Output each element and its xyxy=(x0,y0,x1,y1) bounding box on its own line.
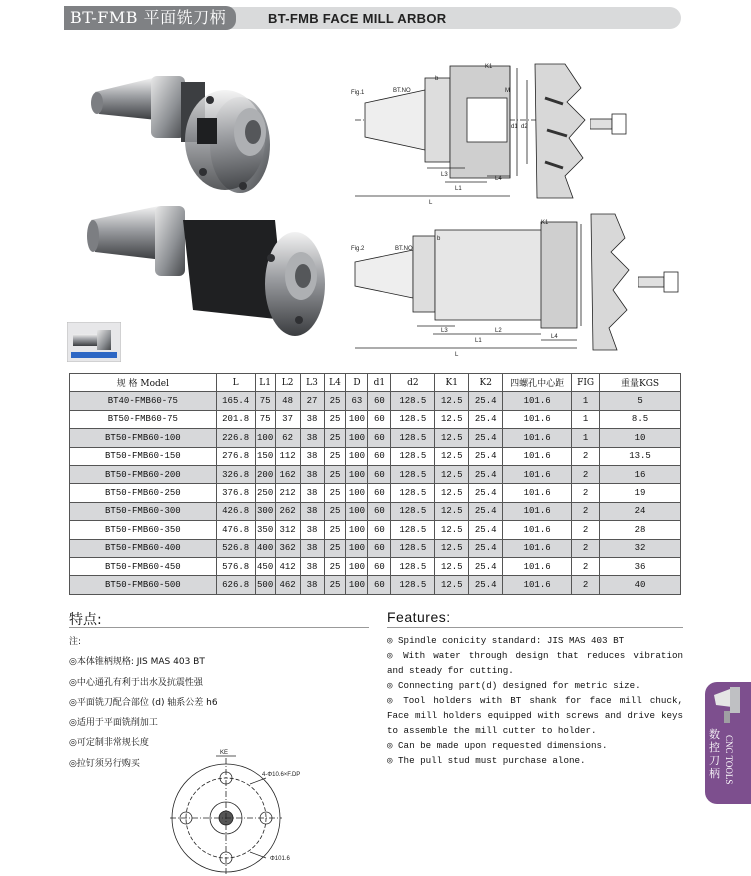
value-cell: 1 xyxy=(572,392,600,410)
value-cell: 2 xyxy=(572,465,600,483)
tool-holder-icon xyxy=(710,685,748,725)
value-cell: 326.8 xyxy=(216,465,255,483)
value-cell: 128.5 xyxy=(391,429,435,447)
value-cell: 60 xyxy=(368,557,391,575)
value-cell: 25 xyxy=(324,557,346,575)
list-item: ◎ Can be made upon requested dimensions. xyxy=(387,740,608,751)
value-cell: 201.8 xyxy=(216,410,255,428)
value-cell: 38 xyxy=(300,447,324,465)
model-cell: BT50-FMB60-75 xyxy=(70,410,217,428)
value-cell: 25.4 xyxy=(469,521,503,539)
value-cell: 165.4 xyxy=(216,392,255,410)
value-cell: 16 xyxy=(600,465,681,483)
value-cell: 37 xyxy=(275,410,300,428)
value-cell: 75 xyxy=(255,392,275,410)
table-row xyxy=(70,410,681,428)
col-header: L3 xyxy=(300,374,324,392)
value-cell: 12.5 xyxy=(435,410,469,428)
value-cell: 60 xyxy=(368,539,391,557)
value-cell: 101.6 xyxy=(503,557,572,575)
table-row xyxy=(70,465,681,483)
value-cell: 12.5 xyxy=(435,392,469,410)
value-cell: 101.6 xyxy=(503,392,572,410)
table-row xyxy=(70,502,681,520)
value-cell: 25 xyxy=(324,447,346,465)
value-cell: 101.6 xyxy=(503,465,572,483)
value-cell: 12.5 xyxy=(435,576,469,594)
fig2-dim-k1-label: K1 xyxy=(541,220,549,226)
model-cell: BT50-FMB60-350 xyxy=(70,521,217,539)
value-cell: 101.6 xyxy=(503,576,572,594)
table-row xyxy=(70,484,681,502)
value-cell: 38 xyxy=(300,539,324,557)
value-cell: 526.8 xyxy=(216,539,255,557)
header-title-en: BT-FMB FACE MILL ARBOR xyxy=(268,11,447,26)
value-cell: 112 xyxy=(275,447,300,465)
value-cell: 100 xyxy=(346,576,368,594)
list-item: ◎平面铣刀配合部位 (d) 轴系公差 h6 xyxy=(69,697,218,708)
list-item: ◎ With water through design that reduces vibration and steady for cutting. xyxy=(387,650,683,676)
value-cell: 25 xyxy=(324,392,346,410)
features-en-title: Features: xyxy=(387,609,451,625)
model-cell: BT50-FMB60-100 xyxy=(70,429,217,447)
value-cell: 38 xyxy=(300,502,324,520)
dim-l3-label: L3 xyxy=(441,172,448,178)
value-cell: 100 xyxy=(346,557,368,575)
table-row xyxy=(70,521,681,539)
value-cell: 13.5 xyxy=(600,447,681,465)
value-cell: 12.5 xyxy=(435,557,469,575)
value-cell: 25 xyxy=(324,484,346,502)
value-cell: 476.8 xyxy=(216,521,255,539)
value-cell: 12.5 xyxy=(435,539,469,557)
product-photo-fig2 xyxy=(85,202,325,340)
value-cell: 75 xyxy=(255,410,275,428)
value-cell: 626.8 xyxy=(216,576,255,594)
value-cell: 25 xyxy=(324,502,346,520)
list-item: ◎中心通孔有利于出水及抗震性强 xyxy=(69,677,203,688)
value-cell: 48 xyxy=(275,392,300,410)
value-cell: 101.6 xyxy=(503,447,572,465)
col-header: K2 xyxy=(469,374,503,392)
col-header: FIG xyxy=(572,374,600,392)
value-cell: 25.4 xyxy=(469,429,503,447)
model-cell: BT40-FMB60-75 xyxy=(70,392,217,410)
value-cell: 60 xyxy=(368,502,391,520)
value-cell: 100 xyxy=(346,410,368,428)
divider-cn xyxy=(69,627,369,628)
divider-en xyxy=(387,627,683,628)
value-cell: 12.5 xyxy=(435,502,469,520)
value-cell: 212 xyxy=(275,484,300,502)
value-cell: 19 xyxy=(600,484,681,502)
value-cell: 100 xyxy=(346,429,368,447)
value-cell: 226.8 xyxy=(216,429,255,447)
value-cell: 38 xyxy=(300,576,324,594)
value-cell: 1 xyxy=(572,429,600,447)
value-cell: 38 xyxy=(300,484,324,502)
value-cell: 412 xyxy=(275,557,300,575)
flange-pcd-label: Φ101.6 xyxy=(270,856,290,862)
value-cell: 2 xyxy=(572,521,600,539)
list-item: ◎ Tool holders with BT shank for face mill chuck, Face mill holders equipped with screws and drive keys to assemble the mill cutter to holder. xyxy=(387,695,683,736)
value-cell: 2 xyxy=(572,539,600,557)
value-cell: 362 xyxy=(275,539,300,557)
flange-ke-label: KE xyxy=(220,750,229,756)
fig1-btno-label: BT.NO xyxy=(393,88,411,94)
value-cell: 128.5 xyxy=(391,576,435,594)
value-cell: 2 xyxy=(572,502,600,520)
value-cell: 200 xyxy=(255,465,275,483)
value-cell: 101.6 xyxy=(503,484,572,502)
value-cell: 25.4 xyxy=(469,557,503,575)
list-item: ◎ The pull stud must purchase alone. xyxy=(387,755,586,766)
value-cell: 576.8 xyxy=(216,557,255,575)
value-cell: 8.5 xyxy=(600,410,681,428)
value-cell: 101.6 xyxy=(503,521,572,539)
value-cell: 101.6 xyxy=(503,539,572,557)
table-row xyxy=(70,392,681,410)
side-tab-label-cn: 数控刀柄 xyxy=(709,728,720,780)
value-cell: 1 xyxy=(572,410,600,428)
value-cell: 250 xyxy=(255,484,275,502)
dim-k1-label: K1 xyxy=(485,64,493,70)
features-cn-note: 注: xyxy=(69,637,82,647)
col-header: L1 xyxy=(255,374,275,392)
value-cell: 262 xyxy=(275,502,300,520)
col-header: L4 xyxy=(324,374,346,392)
value-cell: 25.4 xyxy=(469,539,503,557)
value-cell: 25.4 xyxy=(469,484,503,502)
dim-d2-label: d2 xyxy=(521,124,528,130)
value-cell: 38 xyxy=(300,521,324,539)
value-cell: 400 xyxy=(255,539,275,557)
value-cell: 32 xyxy=(600,539,681,557)
value-cell: 60 xyxy=(368,576,391,594)
value-cell: 100 xyxy=(346,465,368,483)
side-tab-label-en: CNC TOOLS xyxy=(724,735,734,785)
value-cell: 60 xyxy=(368,484,391,502)
value-cell: 12.5 xyxy=(435,429,469,447)
value-cell: 462 xyxy=(275,576,300,594)
model-cell: BT50-FMB60-400 xyxy=(70,539,217,557)
col-header: L2 xyxy=(275,374,300,392)
fig2-dim-l2-label: L2 xyxy=(495,328,502,334)
value-cell: 36 xyxy=(600,557,681,575)
screw-icon-fig2 xyxy=(638,270,684,294)
value-cell: 100 xyxy=(346,521,368,539)
value-cell: 128.5 xyxy=(391,484,435,502)
dim-m-label: M xyxy=(505,88,510,94)
value-cell: 25.4 xyxy=(469,576,503,594)
value-cell: 25 xyxy=(324,465,346,483)
value-cell: 450 xyxy=(255,557,275,575)
list-item: ◎本体锥柄规格: JIS MAS 403 BT xyxy=(69,657,205,668)
dim-l-label: L xyxy=(429,200,433,206)
value-cell: 60 xyxy=(368,392,391,410)
value-cell: 100 xyxy=(346,447,368,465)
value-cell: 128.5 xyxy=(391,410,435,428)
value-cell: 28 xyxy=(600,521,681,539)
fig2-dim-l3-label: L3 xyxy=(441,328,448,334)
header-title-cn: BT-FMB 平面铣刀柄 xyxy=(70,8,227,27)
value-cell: 25.4 xyxy=(469,410,503,428)
value-cell: 25 xyxy=(324,429,346,447)
list-item: ◎ Spindle conicity standard: JIS MAS 403 BT xyxy=(387,635,625,646)
value-cell: 60 xyxy=(368,410,391,428)
value-cell: 25 xyxy=(324,539,346,557)
value-cell: 128.5 xyxy=(391,447,435,465)
value-cell: 25 xyxy=(324,521,346,539)
value-cell: 276.8 xyxy=(216,447,255,465)
value-cell: 38 xyxy=(300,410,324,428)
list-item: ◎适用于平面铣削加工 xyxy=(69,718,158,729)
flange-drawing xyxy=(170,748,320,874)
value-cell: 426.8 xyxy=(216,502,255,520)
table-row xyxy=(70,429,681,447)
table-row xyxy=(70,539,681,557)
value-cell: 25.4 xyxy=(469,502,503,520)
value-cell: 40 xyxy=(600,576,681,594)
value-cell: 2 xyxy=(572,484,600,502)
value-cell: 376.8 xyxy=(216,484,255,502)
value-cell: 100 xyxy=(255,429,275,447)
value-cell: 25 xyxy=(324,576,346,594)
value-cell: 25.4 xyxy=(469,447,503,465)
value-cell: 500 xyxy=(255,576,275,594)
value-cell: 38 xyxy=(300,429,324,447)
table-row xyxy=(70,447,681,465)
value-cell: 12.5 xyxy=(435,521,469,539)
value-cell: 128.5 xyxy=(391,557,435,575)
fig2-dim-l4-label: L4 xyxy=(551,334,558,340)
list-item: ◎拉钉须另行购买 xyxy=(69,758,140,769)
value-cell: 24 xyxy=(600,502,681,520)
technical-drawing-fig2 xyxy=(345,210,635,358)
fig2-dim-l1-label: L1 xyxy=(475,338,482,344)
value-cell: 60 xyxy=(368,521,391,539)
value-cell: 101.6 xyxy=(503,502,572,520)
value-cell: 100 xyxy=(346,539,368,557)
product-photo-fig1 xyxy=(85,60,270,198)
value-cell: 100 xyxy=(346,484,368,502)
value-cell: 38 xyxy=(300,465,324,483)
value-cell: 128.5 xyxy=(391,465,435,483)
col-header: 四螺孔中心距 xyxy=(503,374,572,392)
value-cell: 27 xyxy=(300,392,324,410)
value-cell: 2 xyxy=(572,447,600,465)
list-item: ◎ Connecting part(d) designed for metric size. xyxy=(387,680,641,691)
value-cell: 101.6 xyxy=(503,429,572,447)
value-cell: 25.4 xyxy=(469,392,503,410)
spec-table xyxy=(69,373,681,595)
model-cell: BT50-FMB60-300 xyxy=(70,502,217,520)
features-en-list xyxy=(387,633,683,768)
fig2-dim-b-label: b xyxy=(437,236,441,242)
col-header: 规 格 Model xyxy=(70,374,217,392)
value-cell: 128.5 xyxy=(391,392,435,410)
model-cell: BT50-FMB60-500 xyxy=(70,576,217,594)
value-cell: 2 xyxy=(572,557,600,575)
value-cell: 128.5 xyxy=(391,539,435,557)
col-header: 重量KGS xyxy=(600,374,681,392)
value-cell: 60 xyxy=(368,465,391,483)
table-row xyxy=(70,576,681,594)
value-cell: 128.5 xyxy=(391,502,435,520)
value-cell: 350 xyxy=(255,521,275,539)
value-cell: 101.6 xyxy=(503,410,572,428)
value-cell: 150 xyxy=(255,447,275,465)
model-cell: BT50-FMB60-150 xyxy=(70,447,217,465)
col-header: d1 xyxy=(368,374,391,392)
value-cell: 12.5 xyxy=(435,484,469,502)
value-cell: 12.5 xyxy=(435,465,469,483)
value-cell: 100 xyxy=(346,502,368,520)
flange-hole-label: 4-Φ10.6×F.DP xyxy=(262,772,301,778)
value-cell: 25 xyxy=(324,410,346,428)
fig2-btno-label: BT.NO xyxy=(395,246,413,252)
value-cell: 2 xyxy=(572,576,600,594)
value-cell: 128.5 xyxy=(391,521,435,539)
col-header: L xyxy=(216,374,255,392)
dim-l4-label: L4 xyxy=(495,176,502,182)
fig2-label: Fig.2 xyxy=(351,246,365,252)
features-cn-title: 特点: xyxy=(69,612,102,628)
value-cell: 300 xyxy=(255,502,275,520)
col-header: D xyxy=(346,374,368,392)
table-header-row xyxy=(70,374,681,392)
value-cell: 63 xyxy=(346,392,368,410)
fig1-label: Fig.1 xyxy=(351,90,365,96)
technical-drawing-fig1 xyxy=(345,58,595,206)
table-row xyxy=(70,557,681,575)
dim-b-label: b xyxy=(435,76,439,82)
value-cell: 5 xyxy=(600,392,681,410)
screw-icon-fig1 xyxy=(590,112,630,136)
value-cell: 12.5 xyxy=(435,447,469,465)
value-cell: 10 xyxy=(600,429,681,447)
dim-l1-label: L1 xyxy=(455,186,462,192)
model-cell: BT50-FMB60-200 xyxy=(70,465,217,483)
value-cell: 62 xyxy=(275,429,300,447)
value-cell: 162 xyxy=(275,465,300,483)
col-header: K1 xyxy=(435,374,469,392)
dim-d1-label: d1 xyxy=(511,124,518,130)
value-cell: 25.4 xyxy=(469,465,503,483)
value-cell: 60 xyxy=(368,429,391,447)
value-cell: 312 xyxy=(275,521,300,539)
value-cell: 60 xyxy=(368,447,391,465)
model-cell: BT50-FMB60-250 xyxy=(70,484,217,502)
value-cell: 38 xyxy=(300,557,324,575)
list-item: ◎可定制非常规长度 xyxy=(69,738,149,749)
fig2-dim-l-label: L xyxy=(455,352,459,358)
pull-stud-thumbnail xyxy=(67,322,121,362)
model-cell: BT50-FMB60-450 xyxy=(70,557,217,575)
col-header: d2 xyxy=(391,374,435,392)
